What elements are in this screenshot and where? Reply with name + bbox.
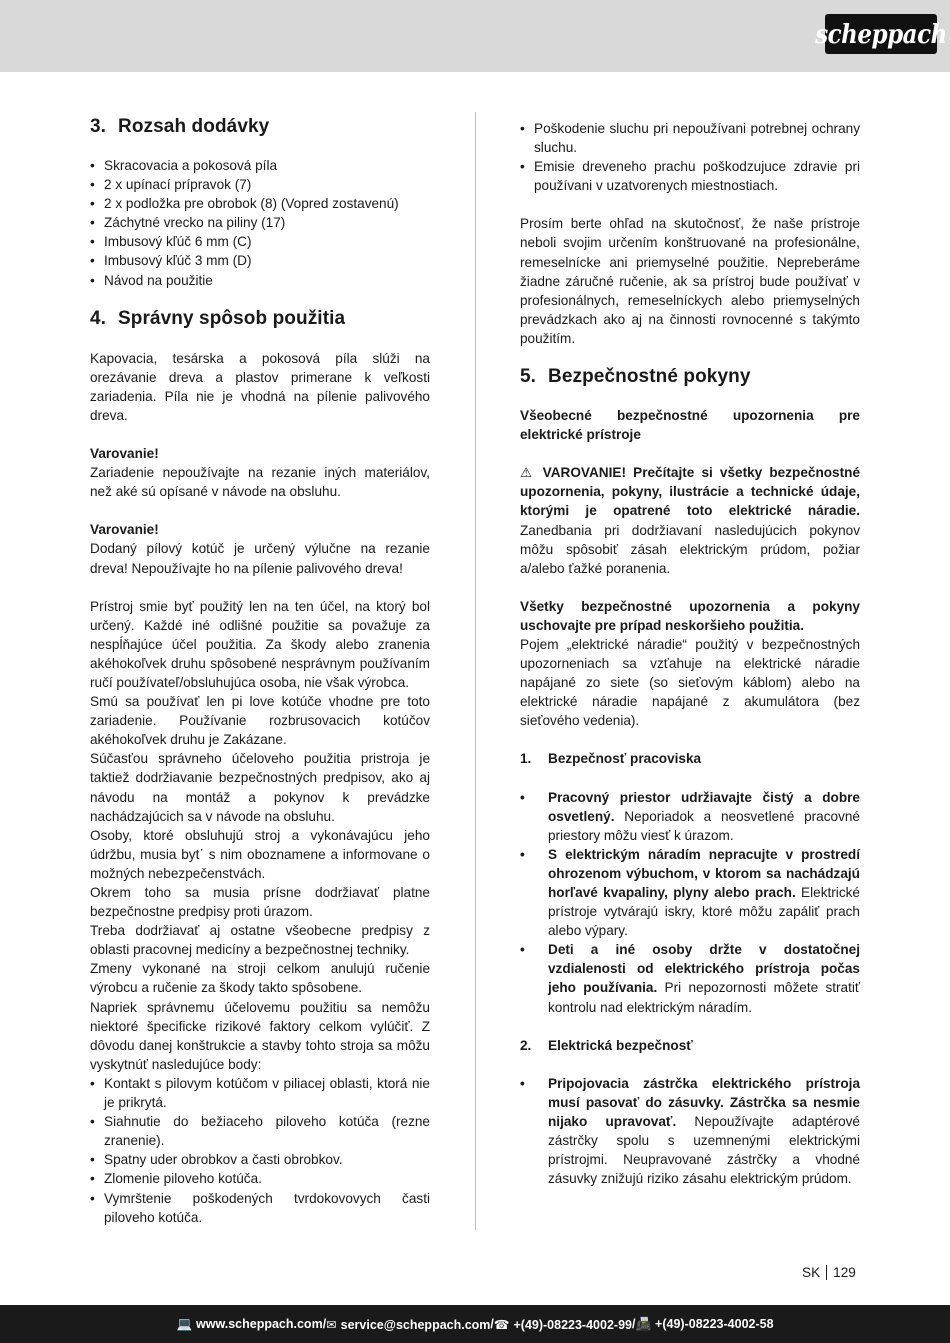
list-item: • Vymrštenie poškodených tvrdokovovych časti piloveho kotúča.	[90, 1189, 430, 1227]
item-text: Neporiadok a neosvetlené pracovné priestory môžu viesť k úrazom.	[548, 808, 860, 843]
mail-icon: ✉	[326, 1317, 337, 1332]
section-title: Rozsah dodávky	[118, 116, 270, 137]
paragraph: Osoby, ktoré obsluhujú stroj a vykonávajúcu jeho údržbu, musia byt᾽ s nim oboznamene a informovane o možných nebezpečenstvách.	[90, 827, 430, 881]
list-item: • Zlomenie piloveho kotúča.	[90, 1169, 430, 1188]
warning-text: Zariadenie nepoužívajte na rezanie iných materiálov, než aké sú opísané v návode na obsluhu.	[90, 465, 430, 500]
warning-paragraph	[520, 463, 860, 578]
item-text: Nepoužívajte adaptérové zástrčky spolu s uzemnenými elektrickými prístrojmi. Neupravované zástrčky a vhodné zásuvky znižujú riziko zásahu elektrickým prúdom.	[548, 1113, 860, 1187]
list-item: • 2 x upínací prípravok (7)	[90, 175, 430, 194]
list-item: • Záchytné vrecko na piliny (17)	[90, 213, 430, 232]
subsection-heading	[520, 749, 860, 768]
section-title: Správny spôsob použitia	[118, 307, 346, 329]
paragraph: Súčasťou správneho účeloveho použitia pristroja je taktiež dodržiavanie bezpečnostných predpisov, ako aj návodu na montáž a pokynov k prevádzke nachádzajúcich sa v návode na obsluhu.	[90, 751, 430, 824]
right-column	[520, 119, 860, 1188]
subsection-heading	[520, 1036, 860, 1055]
list-item: • Imbusový kľúč 6 mm (C)	[90, 232, 430, 251]
warning-triangle-icon: ⚠	[520, 465, 536, 481]
item-bold-text: Pracovný priestor udržiavajte čistý a dobre osvetlený.	[548, 789, 860, 824]
list-item	[520, 940, 860, 1016]
paragraph: Zmeny vykonané na stroji celkom anulujú ručenie výrobcu a ručenie za škody takto spôsobene.	[90, 961, 430, 996]
list-item: • Emisie dreveneho prachu poškodzujuce zdravie pri používani v uzatvorenych miestnostiach.	[520, 157, 860, 195]
list-item	[520, 1074, 860, 1189]
warning-bold-text: VAROVANIE! Prečítajte si všetky bezpečnostné upozornenia, pokyny, ilustrácie a technické údaje, ktorými je opatrené toto elektrické náradie.	[520, 465, 861, 519]
language-code: SK	[802, 1265, 821, 1280]
left-column	[90, 115, 430, 1227]
subsection-number: 1.	[520, 751, 532, 767]
paragraph: Pojem „elektrické náradie“ použitý v bezpečnostných upozorneniach sa vzťahuje na elektrické náradie napájané zo siete (so sieťovým káblom) alebo na elektrické náradie napájané z akumulátora (bez sieťového vedenia).	[520, 636, 860, 729]
footer-separator: /	[322, 1317, 327, 1331]
fax-icon: 📠	[635, 1316, 652, 1331]
list-item: • Poškodenie sluchu pri nepoužívani potrebnej ochrany sluchu.	[520, 119, 860, 157]
list-item: • 2 x podložka pre obrobok (8) (Vopred zostavenú)	[90, 194, 430, 213]
paragraph: Kapovacia, tesárska a pokosová píla slúži na orezávanie dreva a plastov primerane k veľkosti zariadenia. Píla nie je vhodná na pílenie palivového dreva.	[90, 350, 430, 423]
paragraph: Smú sa používať len pi love kotúče vhodne pre toto zariadenie. Používanie rozbrusovacich kotúčov akéhokoľvek druhu je Zakázane.	[90, 694, 430, 748]
section-number: 4.	[90, 307, 107, 329]
fax-number: +(49)-08223-4002-58	[655, 1316, 774, 1331]
email-link[interactable]: service@scheppach.com	[340, 1317, 491, 1332]
footer-separator: /	[631, 1317, 636, 1331]
website-link[interactable]: www.scheppach.com	[196, 1316, 323, 1331]
paragraph: Prístroj smie byť použitý len na ten účel, na ktorý bol určený. Každé iné odlišné použitie sa považuje za nespĺňajúce účel použitia. Za škody alebo zranenia akéhokoľvek druhu spôsobené nesprávnym používaním ručí používateľ/obsluhujúca osoba, nie však výrobca.	[90, 598, 430, 690]
paragraph: Treba dodržiavať aj ostatne všeobecne predpisy z oblasti pracovnej medicíny a bezpečnostnej techniky.	[90, 923, 430, 958]
workplace-safety-list	[520, 788, 860, 1017]
subsection-title: Všeobecné bezpečnostné upozornenia pre elektrické prístroje	[520, 408, 860, 443]
section-title: Bezpečnostné pokyny	[548, 366, 751, 388]
risk-list-continued	[520, 119, 860, 195]
warning-title: Varovanie!	[90, 446, 159, 462]
footer-contact-bar	[0, 1305, 950, 1343]
subsection-number: 2.	[520, 1037, 532, 1053]
warning-title: Varovanie!	[90, 522, 159, 538]
list-item: • Siahnutie do bežiaceho piloveho kotúča (rezne zranenie).	[90, 1112, 430, 1150]
warning-text: Zanedbania pri dodržiavaní nasledujúcich pokynov môžu spôsobiť zásah elektrickým prúdom, požiar a/alebo ťažké poranenia.	[520, 522, 860, 576]
list-item	[520, 845, 860, 940]
list-item: • Imbusový kľúč 3 mm (D)	[90, 251, 430, 270]
subsection-title: Elektrická bezpečnosť	[548, 1037, 693, 1053]
electrical-safety-list	[520, 1074, 860, 1189]
logo-text: scheppach	[815, 18, 947, 50]
section-4-heading	[90, 307, 430, 331]
list-item: • Kontakt s pilovym kotúčom v piliacej oblasti, ktorá nie je prikrytá.	[90, 1074, 430, 1112]
computer-icon: 💻	[176, 1316, 193, 1331]
delivery-list	[90, 156, 430, 290]
risk-list	[90, 1074, 430, 1227]
page-number-separator	[826, 1265, 827, 1280]
item-bold-text: Deti a iné osoby držte v dostatočnej vzdialenosti od elektrického prístroja počas jeho používania.	[548, 942, 860, 996]
paragraph: Napriek správnemu účelovemu použitiu sa nemôžu niektoré špecificke rizikové faktory celkom vylúčiť. Z dôvodu danej konštrukcie a stavby tohto stroja sa môžu vyskytnúť nasledujúce body:	[90, 999, 430, 1072]
phone-icon: ☎	[493, 1317, 510, 1332]
item-text: Elektrické prístroje vytvárajú iskry, ktoré môžu zapáliť prach alebo výpary.	[548, 885, 860, 939]
list-item: • Návod na použitie	[90, 271, 430, 290]
section-number: 5.	[520, 366, 537, 388]
warning-text: Dodaný pílový kotúč je určený výlučne na rezanie dreva! Nepoužívajte ho na pílenie palivového dreva!	[90, 541, 430, 576]
section-number: 3.	[90, 116, 107, 137]
footer-separator: /	[490, 1317, 494, 1331]
subsection-title: Bezpečnosť pracoviska	[548, 751, 702, 767]
list-item: • Skracovacia a pokosová píla	[90, 156, 430, 175]
phone-number[interactable]: +(49)-08223-4002-99	[513, 1317, 632, 1332]
brand-logo	[815, 14, 947, 54]
item-bold-text: Pripojovacia zástrčka elektrického prístroja musí pasovať do zásuvky. Zástrčka sa nesmie nijako upravovať.	[548, 1075, 860, 1129]
page-number	[802, 1265, 856, 1280]
item-bold-text: S elektrickým náradím nepracujte v prostredí ohrozenom výbuchom, v ktorom sa nachádzajú horľavé kvapaliny, plyny alebo prach.	[548, 846, 860, 900]
column-divider	[475, 112, 476, 1230]
item-text: Pri nepozornosti môžete stratiť kontrolu nad elektrickým náradím.	[548, 980, 860, 1015]
paragraph: Okrem toho sa musia prísne dodržiavať platne bezpečnostne predpisy proti úrazom.	[90, 885, 430, 920]
page-number-value: 129	[833, 1265, 856, 1280]
list-item: • Spatny uder obrobkov a časti obrobkov.	[90, 1150, 430, 1169]
keep-instructions-title: Všetky bezpečnostné upozornenia a pokyny uschovajte pre prípad neskoršieho použitia.	[520, 598, 860, 633]
list-item	[520, 788, 860, 845]
section-5-heading	[520, 365, 860, 389]
header-band	[0, 0, 950, 72]
section-3-heading	[90, 115, 430, 139]
paragraph: Prosím berte ohľad na skutočnosť, že naše prístroje neboli svojim určením konštruované na profesionálne, remeselnícke ani priemyselné použitie. Nepreberáme žiadne záručné ručenie, ak sa prístroj bude používať v profesionálnych, remeselníckych alebo priemyselných prevádzkach ako aj na činnosti rovnocenné s takýmto použitím.	[520, 216, 860, 346]
